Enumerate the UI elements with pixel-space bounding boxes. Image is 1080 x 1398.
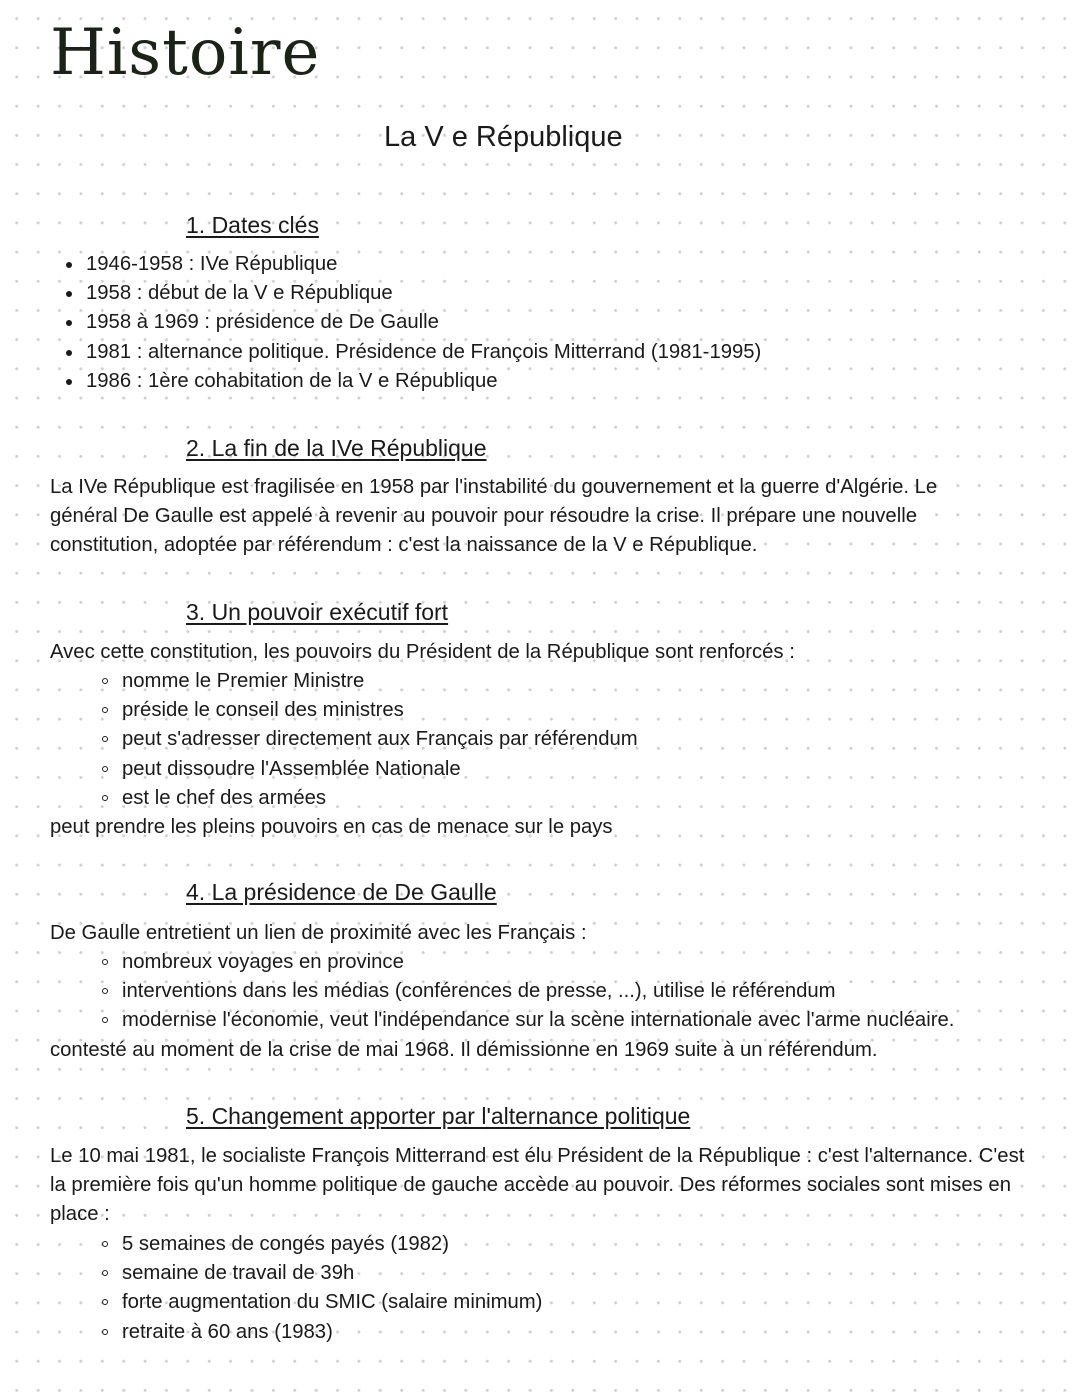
section-heading-pouvoir-executif: 3. Un pouvoir exécutif fort (186, 599, 449, 625)
list-item: 1946-1958 : IVe République (86, 250, 761, 279)
list-item: 1958 à 1969 : présidence de De Gaulle (86, 308, 761, 337)
list-item: forte augmentation du SMIC (salaire minimum) (122, 1288, 542, 1317)
list-item: nombreux voyages en province (122, 948, 954, 977)
section-outro: contesté au moment de la crise de mai 1968. Il démissionne en 1969 suite à un référendum. (50, 1039, 878, 1061)
list-item: 1981 : alternance politique. Présidence de François Mitterrand (1981-1995) (86, 338, 761, 367)
de-gaulle-list (122, 948, 954, 1036)
dates-list (86, 250, 761, 396)
list-item: peut s'adresser directement aux Français par référendum (122, 725, 638, 754)
section-intro: Le 10 mai 1981, le socialiste François Mitterrand est élu Président de la République : c'est l'alternance. C'est la première fois qu'un homme politique de gauche accède au pouvoir. Des réformes sociales sont mises en place : (50, 1145, 1025, 1226)
list-item: est le chef des armées (122, 784, 638, 813)
powers-list (122, 667, 638, 813)
reforms-list (122, 1230, 542, 1347)
section-heading-alternance: 5. Changement apporter par l'alternance politique (186, 1103, 691, 1129)
section-heading-presidence-de-gaulle: 4. La présidence de De Gaulle (186, 879, 497, 905)
section-intro: Avec cette constitution, les pouvoirs du Président de la République sont renforcés : (50, 641, 795, 663)
list-item: nomme le Premier Ministre (122, 667, 638, 696)
list-item: semaine de travail de 39h (122, 1259, 542, 1288)
list-item: interventions dans les médias (conférences de presse, ...), utilise le référendum (122, 977, 954, 1006)
list-item: modernise l'économie, veut l'indépendance sur la scène internationale avec l'arme nucléaire. (122, 1006, 954, 1035)
section-paragraph: La IVe République est fragilisée en 1958 par l'instabilité du gouvernement et la guerre d'Algérie. Le général De Gaulle est appelé à revenir au pouvoir pour résoudre la crise. Il prépare une nouvelle constitution, adoptée par référendum : c'est la naissance de la V e République. (50, 476, 938, 557)
list-item: 1986 : 1ère cohabitation de la V e République (86, 367, 761, 396)
subject-title: Histoire (50, 16, 321, 90)
list-item: préside le conseil des ministres (122, 696, 638, 725)
section-heading-dates: 1. Dates clés (186, 212, 319, 238)
list-item: 5 semaines de congés payés (1982) (122, 1230, 542, 1259)
list-item: retraite à 60 ans (1983) (122, 1318, 542, 1347)
section-intro: De Gaulle entretient un lien de proximité avec les Français : (50, 922, 587, 944)
section-outro: peut prendre les pleins pouvoirs en cas de menace sur le pays (50, 816, 613, 838)
document-title: La V e République (384, 121, 623, 153)
list-item: peut dissoudre l'Assemblée Nationale (122, 755, 638, 784)
section-heading-fin-ive: 2. La fin de la IVe République (186, 435, 487, 461)
list-item: 1958 : début de la V e République (86, 279, 761, 308)
